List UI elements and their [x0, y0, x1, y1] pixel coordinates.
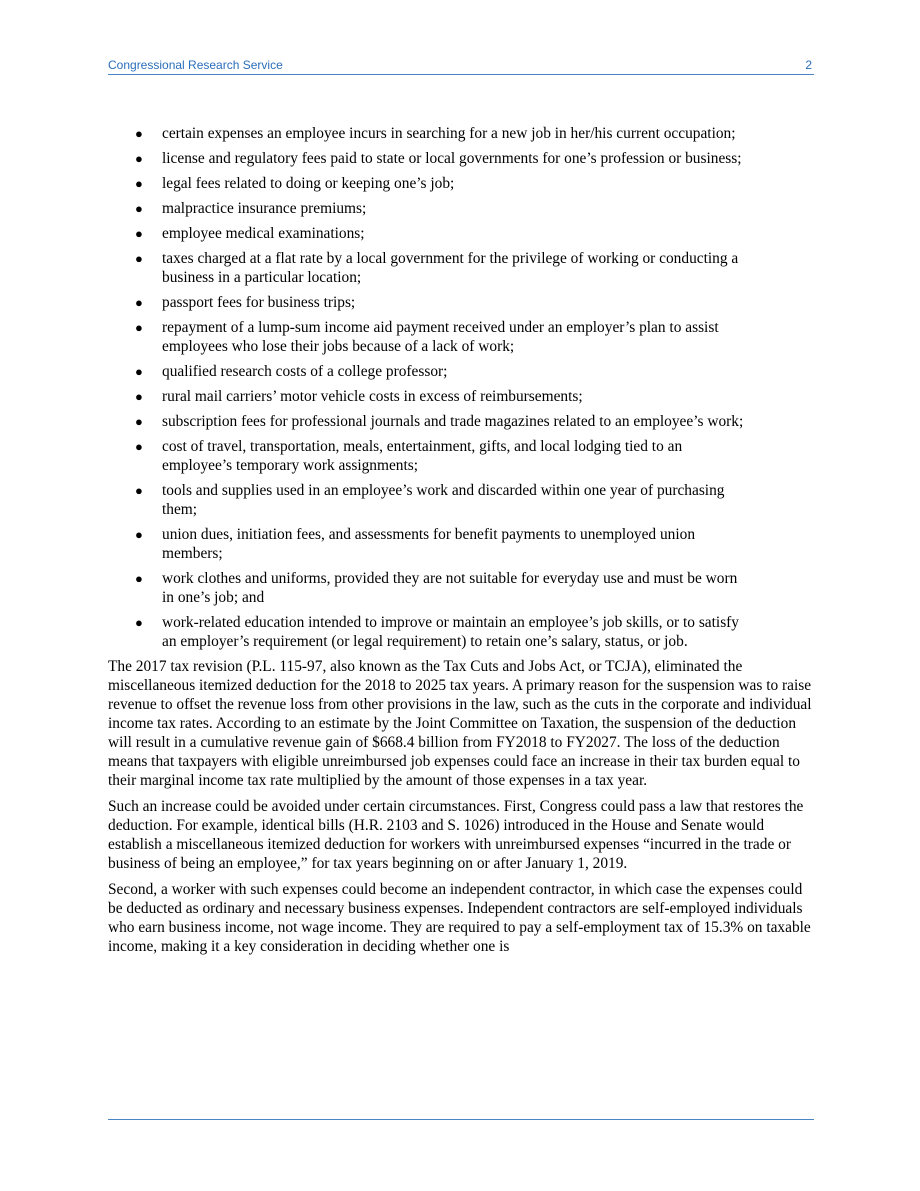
- list-item-text: certain expenses an employee incurs in searching for a new job in her/his current occupation;: [162, 125, 736, 142]
- list-item-text: work-related education intended to improve or maintain an employee’s job skills, or to satisfy an employer’s requirement (or legal requirement) to retain one’s salary, status, or job.: [162, 614, 740, 650]
- bullet-icon: ●: [135, 389, 143, 404]
- list-item: [108, 174, 816, 193]
- list-item: [108, 124, 816, 143]
- list-item: [108, 224, 816, 243]
- bullet-icon: ●: [135, 251, 143, 266]
- footer-rule: [108, 1119, 814, 1120]
- list-item-text: malpractice insurance premiums;: [162, 200, 367, 217]
- bullet-icon: ●: [135, 414, 143, 429]
- bullet-icon: ●: [135, 151, 143, 166]
- list-item-text: qualified research costs of a college professor;: [162, 363, 448, 380]
- list-item: [108, 613, 816, 651]
- list-item-text: taxes charged at a flat rate by a local government for the privilege of working or conducting a business in a particular location;: [162, 250, 739, 286]
- bullet-icon: ●: [135, 439, 143, 454]
- list-item-text: passport fees for business trips;: [162, 294, 356, 311]
- list-item: [108, 149, 816, 168]
- bullet-icon: ●: [135, 527, 143, 542]
- list-item: [108, 569, 816, 607]
- list-item-text: union dues, initiation fees, and assessments for benefit payments to unemployed union members;: [162, 526, 696, 562]
- list-item: [108, 481, 816, 519]
- bullet-icon: ●: [135, 364, 143, 379]
- list-item-text: repayment of a lump-sum income aid payment received under an employer’s plan to assist employees who lose their jobs because of a lack of work;: [162, 319, 719, 355]
- bullet-icon: ●: [135, 295, 143, 310]
- list-item-text: work clothes and uniforms, provided they are not suitable for everyday use and must be worn in one’s job; and: [162, 570, 738, 606]
- list-item: [108, 249, 816, 287]
- list-item: [108, 199, 816, 218]
- document-body: [108, 124, 816, 963]
- list-item-text: tools and supplies used in an employee’s work and discarded within one year of purchasing them;: [162, 482, 725, 518]
- list-item: [108, 412, 816, 431]
- list-item: [108, 525, 816, 563]
- list-item: [108, 387, 816, 406]
- page-number: 2: [805, 58, 812, 72]
- paragraph-independent-contractor: Second, a worker with such expenses could become an independent contractor, in which case the expenses could be deducted as ordinary and necessary business expenses. Independent contractors are self-employed individuals who earn business income, not wage income. They are required to pay a self-employment tax of 15.3% on taxable income, making it a key consideration in deciding whether one is: [108, 881, 811, 955]
- bullet-icon: ●: [135, 483, 143, 498]
- bullet-icon: ●: [135, 126, 143, 141]
- list-item-text: subscription fees for professional journals and trade magazines related to an employee’s work;: [162, 413, 744, 430]
- list-item: [108, 362, 816, 381]
- list-item: [108, 318, 816, 356]
- bullet-icon: ●: [135, 201, 143, 216]
- list-item: [108, 437, 816, 475]
- list-item-text: cost of travel, transportation, meals, entertainment, gifts, and local lodging tied to an employee’s temporary work assignments;: [162, 438, 683, 474]
- page-header: [108, 58, 814, 75]
- bullet-icon: ●: [135, 615, 143, 630]
- list-item-text: license and regulatory fees paid to state or local governments for one’s profession or business;: [162, 150, 742, 167]
- list-item-text: legal fees related to doing or keeping one’s job;: [162, 175, 455, 192]
- bullet-icon: ●: [135, 571, 143, 586]
- list-item: [108, 293, 816, 312]
- paragraph-restore-deduction: Such an increase could be avoided under certain circumstances. First, Congress could pass a law that restores the deduction. For example, identical bills (H.R. 2103 and S. 1026) introduced in the House and Senate would establish a miscellaneous itemized deduction for workers with unreimbursed expenses “incurred in the trade or business of being an employee,” for tax years beginning on or after January 1, 2019.: [108, 798, 804, 872]
- expense-list: [108, 124, 816, 651]
- bullet-icon: ●: [135, 226, 143, 241]
- header-title: Congressional Research Service: [108, 58, 283, 72]
- bullet-icon: ●: [135, 320, 143, 335]
- list-item-text: rural mail carriers’ motor vehicle costs in excess of reimbursements;: [162, 388, 583, 405]
- bullet-icon: ●: [135, 176, 143, 191]
- paragraph-tcja: The 2017 tax revision (P.L. 115-97, also known as the Tax Cuts and Jobs Act, or TCJA), eliminated the miscellaneous itemized deduction for the 2018 to 2025 tax years. A primary reason for the suspension was to raise revenue to offset the revenue loss from other provisions in the law, such as the cuts in the corporate and individual income tax rates. According to an estimate by the Joint Committee on Taxation, the suspension of the deduction will result in a cumulative revenue gain of $668.4 billion from FY2018 to FY2027. The loss of the deduction means that taxpayers with eligible unreimbursed job expenses could face an increase in their tax burden equal to their marginal income tax rate multiplied by the amount of those expenses in a tax year.: [108, 658, 812, 789]
- list-item-text: employee medical examinations;: [162, 225, 365, 242]
